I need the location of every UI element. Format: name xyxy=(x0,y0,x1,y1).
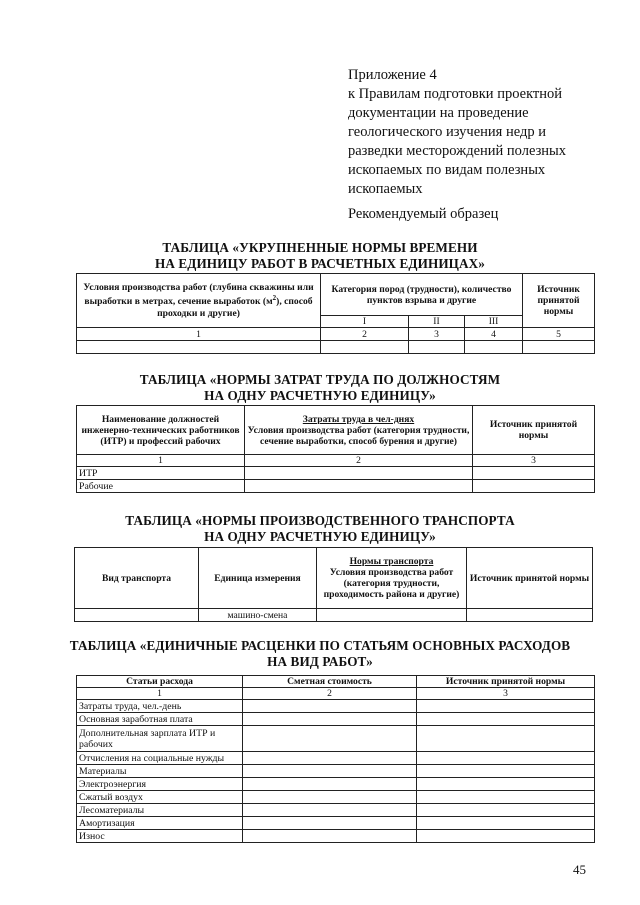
table4-header-cost: Сметная стоимость xyxy=(243,676,417,688)
table-row xyxy=(77,817,595,830)
table3-title-line: НА ОДНУ РАСЧЕТНУЮ ЕДИНИЦУ» xyxy=(204,529,436,544)
appendix-line: к Правилам подготовки проектной xyxy=(348,86,563,102)
table2-title-line: ТАБЛИЦА «НОРМЫ ЗАТРАТ ТРУДА ПО ДОЛЖНОСТЯМ xyxy=(139,372,501,387)
table1 xyxy=(76,273,595,354)
table4-title-line: ТАБЛИЦА «ЕДИНИЧНЫЕ РАСЦЕНКИ ПО СТАТЬЯМ ОСНОВНЫХ РАСХОДОВ xyxy=(69,638,571,653)
table2 xyxy=(76,405,595,493)
table4-colnum: 2 xyxy=(243,688,417,700)
table2-header-costs-sub: Условия производства работ (категория трудности, сечение выработки, способ бурения и другие) xyxy=(247,424,470,447)
table3-header-source: Источник принятой нормы xyxy=(467,548,593,609)
table2-colnum: 1 xyxy=(77,455,245,467)
table1-sub-cat: II xyxy=(409,316,465,328)
sample-label: Рекомендуемый образец xyxy=(348,206,499,222)
table-row xyxy=(77,480,595,493)
table-row xyxy=(77,791,595,804)
table4-header-source: Источник принятой нормы xyxy=(417,676,595,688)
table4-row-label: Сжатый воздух xyxy=(77,791,243,804)
table4-colnum: 1 xyxy=(77,688,243,700)
page-number: 45 xyxy=(573,862,586,877)
table3-header-norms-title: Нормы транспорта xyxy=(349,556,434,567)
table-row xyxy=(75,609,593,622)
table3-header-norms-sub: Условия производства работ (категория трудности, проходимость района и другие) xyxy=(323,567,460,600)
table4-header-items: Статьи расхода xyxy=(77,676,243,688)
table1-header-category: Категория пород (трудности), количество пунктов взрыва и другие xyxy=(321,274,523,316)
table1-header-source: Источник принятой нормы xyxy=(523,274,595,328)
table4-title xyxy=(0,638,640,670)
table1-colnum: 1 xyxy=(77,328,321,341)
appendix-line: разведки месторождений полезных xyxy=(348,143,567,159)
table-row xyxy=(77,467,595,480)
appendix-header xyxy=(348,66,598,199)
table-row xyxy=(77,726,595,752)
appendix-line: документации на проведение xyxy=(348,105,529,121)
table1-colnum: 3 xyxy=(409,328,465,341)
appendix-line: ископаемых по видам полезных xyxy=(348,162,546,178)
table2-colnum: 2 xyxy=(245,455,473,467)
table2-header-positions: Наименование должностей инженерно-технических работников (ИТР) и профессий рабочих xyxy=(77,406,245,455)
table2-header-costs xyxy=(245,406,473,455)
table1-header-conditions: Условия производства работ (глубина скважины или выработки в метрах, сечение выработок $(м^2)$, способ проходки и другие) xyxy=(77,274,321,328)
table4-row-label: Дополнительная зарплата ИТР и рабочих xyxy=(77,726,243,752)
table3-header-norms xyxy=(317,548,467,609)
table1-sub-cat: III xyxy=(465,316,523,328)
table2-header-costs-title: Затраты труда в чел-днях xyxy=(302,413,415,425)
table1-sub-cat: I xyxy=(321,316,409,328)
table2-title-line: НА ОДНУ РАСЧЕТНУЮ ЕДИНИЦУ» xyxy=(204,388,436,403)
table1-title-line: ТАБЛИЦА «УКРУПНЕННЫЕ НОРМЫ ВРЕМЕНИ xyxy=(162,240,478,255)
table1-colnum: 4 xyxy=(465,328,523,341)
table-row xyxy=(77,713,595,726)
table4-row-label: Амортизация xyxy=(77,817,243,830)
table2-colnum: 3 xyxy=(473,455,595,467)
table-row xyxy=(77,700,595,713)
appendix-line: ископаемых xyxy=(348,181,423,197)
table4-row-label: Материалы xyxy=(77,765,243,778)
table4-row-label: Затраты труда, чел.-день xyxy=(77,700,243,713)
table1-colnum: 2 xyxy=(321,328,409,341)
table4 xyxy=(76,675,595,843)
table4-colnum: 3 xyxy=(417,688,595,700)
table-row xyxy=(77,752,595,765)
appendix-line: Приложение 4 xyxy=(348,67,437,83)
table1-title xyxy=(0,240,640,272)
table4-row-label: Отчисления на социальные нужды xyxy=(77,752,243,765)
table2-header-source: Источник принятой нормы xyxy=(473,406,595,455)
table4-title-line: НА ВИД РАБОТ» xyxy=(267,654,373,669)
table4-row-label: Лесоматериалы xyxy=(77,804,243,817)
table-row xyxy=(77,804,595,817)
table1-colnum: 5 xyxy=(523,328,595,341)
table4-row-label: Основная заработная плата xyxy=(77,713,243,726)
table4-row-label: Электроэнергия xyxy=(77,778,243,791)
table3-unit-value: машино-смена xyxy=(199,609,317,622)
table1-title-line: НА ЕДИНИЦУ РАБОТ В РАСЧЕТНЫХ ЕДИНИЦАХ» xyxy=(155,256,485,271)
table2-title xyxy=(0,372,640,404)
table-row xyxy=(77,341,595,354)
table3-header-type: Вид транспорта xyxy=(75,548,199,609)
table3-title-line: ТАБЛИЦА «НОРМЫ ПРОИЗВОДСТВЕННОГО ТРАНСПОРТА xyxy=(125,513,515,528)
table3-header-unit: Единица измерения xyxy=(199,548,317,609)
table2-row-label: ИТР xyxy=(77,467,245,480)
table3 xyxy=(74,547,593,622)
table2-row-label: Рабочие xyxy=(77,480,245,493)
appendix-line: геологического изучения недр и xyxy=(348,124,546,140)
table-row xyxy=(77,830,595,843)
table3-title xyxy=(0,513,640,545)
table4-row-label: Износ xyxy=(77,830,243,843)
table-row xyxy=(77,765,595,778)
table-row xyxy=(77,778,595,791)
